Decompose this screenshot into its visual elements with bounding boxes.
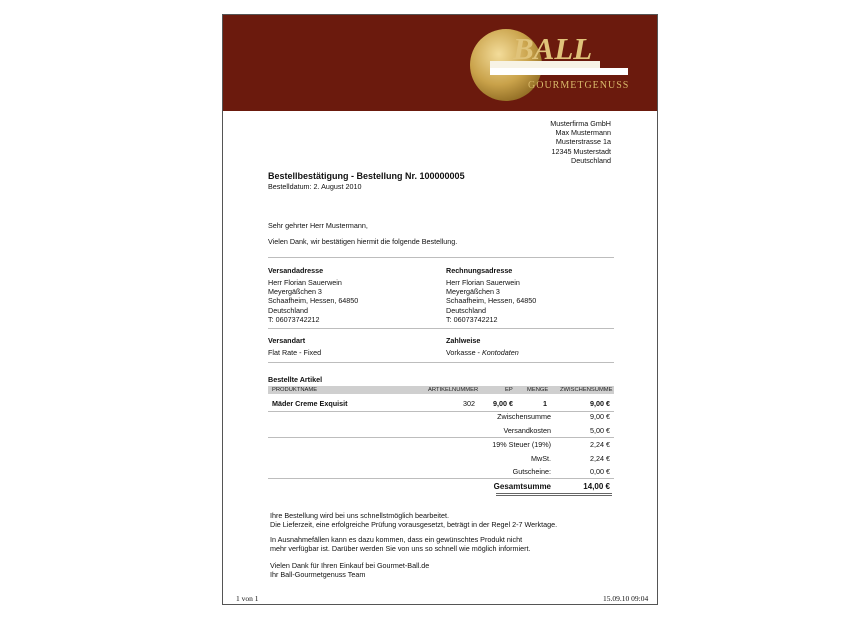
item-subtotal: 9,00 € bbox=[590, 399, 610, 408]
totals-label: 19% Steuer (19%) bbox=[492, 440, 551, 449]
sender-line: Deutschland bbox=[571, 155, 611, 165]
billing-address-heading: Rechnungsadresse bbox=[446, 266, 513, 275]
billing-address bbox=[446, 278, 536, 324]
address-line: Deutschland bbox=[446, 305, 486, 315]
totals-value: 0,00 € bbox=[590, 467, 610, 476]
ordered-items-heading: Bestellte Artikel bbox=[268, 375, 323, 384]
note-line: Die Lieferzeit, eine erfolgreiche Prüfung vorausgesetzt, beträgt in der Regel 2-7 Werktage. bbox=[270, 520, 558, 529]
header-band bbox=[223, 15, 657, 111]
totals-label: Zwischensumme bbox=[497, 412, 551, 421]
grand-total-label: Gesamtsumme bbox=[493, 482, 551, 491]
divider bbox=[268, 362, 614, 363]
address-line: Schaafheim, Hessen, 64850 bbox=[268, 296, 359, 306]
order-date: Bestelldatum: 2. August 2010 bbox=[268, 182, 362, 191]
shipping-address-heading: Versandadresse bbox=[268, 266, 324, 275]
totals-value: 5,00 € bbox=[590, 426, 610, 435]
double-underline bbox=[496, 495, 612, 496]
note-line: Ihr Ball-Gourmetgenuss Team bbox=[270, 570, 366, 579]
column-header-price: EP bbox=[505, 387, 513, 393]
note-line: mehr verfügbar ist. Darüber werden Sie von uns so schnell wie möglich informiert. bbox=[270, 544, 531, 553]
item-name: Mäder Creme Exquisit bbox=[272, 399, 348, 408]
item-qty: 1 bbox=[543, 399, 547, 408]
double-underline bbox=[496, 493, 612, 494]
payment-details-link: Kontodaten bbox=[481, 348, 519, 357]
greeting: Sehr gehrter Herr Mustermann, bbox=[268, 221, 368, 230]
order-title: Bestellbestätigung - Bestellung Nr. 100000005 bbox=[268, 171, 465, 181]
note-line: Ihre Bestellung wird bei uns schnellstmöglich bearbeitet. bbox=[270, 511, 449, 520]
column-header-qty: MENGE bbox=[527, 387, 549, 393]
sender-line: Musterstrasse 1a bbox=[555, 137, 611, 147]
intro-text: Vielen Dank, wir bestätigen hiermit die folgende Bestellung. bbox=[268, 237, 458, 246]
address-line: Deutschland bbox=[268, 305, 308, 315]
divider bbox=[268, 257, 614, 258]
address-line: Herr Florian Sauerwein bbox=[268, 278, 342, 287]
totals-label: MwSt. bbox=[531, 454, 551, 463]
divider bbox=[268, 478, 614, 479]
divider bbox=[268, 328, 614, 329]
logo-tagline: GOURMETGENUSS bbox=[528, 80, 630, 91]
shipping-method-value: Flat Rate - Fixed bbox=[268, 348, 322, 357]
column-header-sku: ARTIKELNUMMER bbox=[428, 387, 479, 393]
item-price: 9,00 € bbox=[493, 399, 513, 408]
ball-gourmetgenuss-logo bbox=[468, 28, 643, 103]
payment-value bbox=[446, 348, 519, 357]
totals-value: 2,24 € bbox=[590, 454, 610, 463]
address-line: T: 06073742212 bbox=[446, 314, 498, 324]
divider bbox=[268, 437, 614, 438]
address-line: Meyergäßchen 3 bbox=[446, 287, 500, 297]
print-timestamp: 15.09.10 09:04 bbox=[603, 594, 649, 603]
totals-label: Gutscheine: bbox=[512, 467, 551, 476]
column-header-product: PRODUKTNAME bbox=[272, 387, 318, 393]
address-line: T: 06073742212 bbox=[268, 314, 320, 324]
items-table-header bbox=[268, 386, 614, 394]
page-number: 1 von 1 bbox=[236, 594, 259, 603]
address-line: Herr Florian Sauerwein bbox=[446, 278, 520, 287]
note-line: Vielen Dank für Ihren Einkauf bei Gourmet-Ball.de bbox=[270, 561, 430, 570]
sender-line: Musterfirma GmbH bbox=[550, 119, 611, 128]
document-page bbox=[222, 14, 658, 605]
column-header-subtotal: ZWISCHENSUMME bbox=[560, 387, 613, 393]
totals-value: 2,24 € bbox=[590, 440, 610, 449]
grand-total-value: 14,00 € bbox=[583, 482, 610, 491]
item-sku: 302 bbox=[463, 399, 475, 408]
sender-line: 12345 Musterstadt bbox=[551, 146, 611, 156]
note-line: In Ausnahmefällen kann es dazu kommen, dass ein gewünschtes Produkt nicht bbox=[270, 535, 523, 544]
payment-method: Vorkasse - bbox=[446, 348, 482, 357]
sender-line: Max Mustermann bbox=[555, 128, 611, 138]
totals-label: Versandkosten bbox=[503, 426, 551, 435]
address-line: Schaafheim, Hessen, 64850 bbox=[446, 296, 537, 306]
payment-heading: Zahlweise bbox=[446, 336, 481, 345]
logo-wordmark: BALL bbox=[513, 31, 593, 66]
shipping-method-heading: Versandart bbox=[268, 336, 306, 345]
address-line: Meyergäßchen 3 bbox=[268, 287, 322, 297]
totals-value: 9,00 € bbox=[590, 412, 610, 421]
shipping-address bbox=[268, 278, 358, 324]
sender-address bbox=[483, 119, 611, 165]
